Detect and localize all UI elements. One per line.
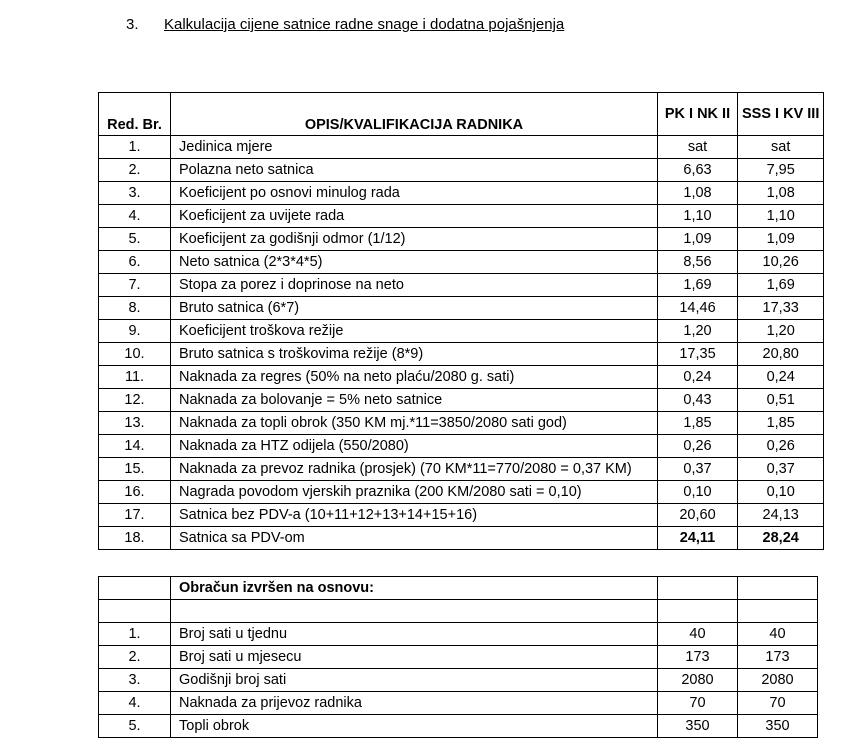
value-col-a: 1,85 bbox=[658, 412, 738, 435]
value-col-a: 14,46 bbox=[658, 297, 738, 320]
value-col-a: 8,56 bbox=[658, 251, 738, 274]
row-description: Broj sati u tjednu bbox=[171, 623, 658, 646]
empty-cell bbox=[171, 600, 658, 623]
row-number: 18. bbox=[99, 527, 171, 550]
row-description: Naknada za prevoz radnika (prosjek) (70 KM*11=770/2080 = 0,37 KM) bbox=[171, 458, 658, 481]
value-col-b: 40 bbox=[738, 623, 818, 646]
value-col-b: 173 bbox=[738, 646, 818, 669]
row-description: Jedinica mjere bbox=[171, 136, 658, 159]
value-col-a: 2080 bbox=[658, 669, 738, 692]
value-col-a: 70 bbox=[658, 692, 738, 715]
value-col-a: 6,63 bbox=[658, 159, 738, 182]
table-row bbox=[99, 458, 824, 481]
value-col-a: 350 bbox=[658, 715, 738, 738]
row-description: Naknada za prijevoz radnika bbox=[171, 692, 658, 715]
table-row bbox=[99, 320, 824, 343]
section-number: 3. bbox=[126, 16, 139, 33]
row-description: Koeficijent za uvijete rada bbox=[171, 205, 658, 228]
table-row bbox=[99, 527, 824, 550]
row-number: 16. bbox=[99, 481, 171, 504]
basis-row bbox=[99, 692, 818, 715]
value-col-a: 1,10 bbox=[658, 205, 738, 228]
header-pk-nk: PK I NK II bbox=[658, 93, 738, 136]
value-col-b: 70 bbox=[738, 692, 818, 715]
value-col-a: 20,60 bbox=[658, 504, 738, 527]
table-row bbox=[99, 435, 824, 458]
table-row bbox=[99, 159, 824, 182]
value-col-a: 24,11 bbox=[658, 527, 738, 550]
value-col-b: 0,51 bbox=[738, 389, 824, 412]
empty-cell bbox=[99, 600, 171, 623]
basis-row bbox=[99, 623, 818, 646]
table-row bbox=[99, 366, 824, 389]
row-number: 13. bbox=[99, 412, 171, 435]
table-row bbox=[99, 412, 824, 435]
row-description: Koeficijent za godišnji odmor (1/12) bbox=[171, 228, 658, 251]
value-col-b: 2080 bbox=[738, 669, 818, 692]
section-heading bbox=[126, 16, 564, 33]
row-number: 11. bbox=[99, 366, 171, 389]
row-description: Broj sati u mjesecu bbox=[171, 646, 658, 669]
row-number: 15. bbox=[99, 458, 171, 481]
row-number: 1. bbox=[99, 136, 171, 159]
value-col-a: 40 bbox=[658, 623, 738, 646]
table-row bbox=[99, 251, 824, 274]
table-row bbox=[99, 481, 824, 504]
value-col-a: 0,37 bbox=[658, 458, 738, 481]
table-row bbox=[99, 136, 824, 159]
row-description: Naknada za regres (50% na neto plaću/2080 g. sati) bbox=[171, 366, 658, 389]
row-description: Naknada za HTZ odijela (550/2080) bbox=[171, 435, 658, 458]
table-row bbox=[99, 205, 824, 228]
value-col-b: 17,33 bbox=[738, 297, 824, 320]
row-number: 9. bbox=[99, 320, 171, 343]
table-row bbox=[99, 274, 824, 297]
row-number: 8. bbox=[99, 297, 171, 320]
row-number: 5. bbox=[99, 228, 171, 251]
value-col-b: 1,20 bbox=[738, 320, 824, 343]
row-description: Koeficijent po osnovi minulog rada bbox=[171, 182, 658, 205]
row-number: 2. bbox=[99, 159, 171, 182]
row-number: 1. bbox=[99, 623, 171, 646]
value-col-b: 20,80 bbox=[738, 343, 824, 366]
value-col-a: 173 bbox=[658, 646, 738, 669]
value-col-b: 1,08 bbox=[738, 182, 824, 205]
table-row bbox=[99, 182, 824, 205]
basis-empty-row bbox=[99, 600, 818, 623]
value-col-a: 1,09 bbox=[658, 228, 738, 251]
row-description: Stopa za porez i doprinose na neto bbox=[171, 274, 658, 297]
value-col-b: 24,13 bbox=[738, 504, 824, 527]
value-col-b: 1,69 bbox=[738, 274, 824, 297]
row-description: Godišnji broj sati bbox=[171, 669, 658, 692]
row-number: 5. bbox=[99, 715, 171, 738]
section-title: Kalkulacija cijene satnice radne snage i dodatna pojašnjenja bbox=[164, 16, 565, 33]
row-number: 6. bbox=[99, 251, 171, 274]
basis-header-row bbox=[99, 577, 818, 600]
value-col-a: sat bbox=[658, 136, 738, 159]
table-row bbox=[99, 504, 824, 527]
value-col-b: 0,24 bbox=[738, 366, 824, 389]
table-row bbox=[99, 343, 824, 366]
basis-header-blank bbox=[99, 577, 171, 600]
row-number: 10. bbox=[99, 343, 171, 366]
value-col-b: 1,85 bbox=[738, 412, 824, 435]
empty-cell bbox=[658, 600, 738, 623]
basis-header-blank bbox=[738, 577, 818, 600]
row-number: 14. bbox=[99, 435, 171, 458]
value-col-b: 350 bbox=[738, 715, 818, 738]
row-description: Bruto satnica s troškovima režije (8*9) bbox=[171, 343, 658, 366]
value-col-b: 7,95 bbox=[738, 159, 824, 182]
row-description: Nagrada povodom vjerskih praznika (200 KM/2080 sati = 0,10) bbox=[171, 481, 658, 504]
row-number: 17. bbox=[99, 504, 171, 527]
row-description: Naknada za bolovanje = 5% neto satnice bbox=[171, 389, 658, 412]
row-number: 3. bbox=[99, 182, 171, 205]
row-description: Naknada za topli obrok (350 KM mj.*11=3850/2080 sati god) bbox=[171, 412, 658, 435]
row-description: Neto satnica (2*3*4*5) bbox=[171, 251, 658, 274]
value-col-a: 0,24 bbox=[658, 366, 738, 389]
basis-header-label: Obračun izvršen na osnovu: bbox=[171, 577, 658, 600]
value-col-a: 17,35 bbox=[658, 343, 738, 366]
row-number: 12. bbox=[99, 389, 171, 412]
basis-table bbox=[98, 576, 818, 738]
header-row-number: Red. Br. bbox=[99, 93, 171, 136]
value-col-b: 0,10 bbox=[738, 481, 824, 504]
value-col-a: 1,08 bbox=[658, 182, 738, 205]
value-col-a: 1,69 bbox=[658, 274, 738, 297]
row-description: Polazna neto satnica bbox=[171, 159, 658, 182]
value-col-b: 1,10 bbox=[738, 205, 824, 228]
value-col-a: 0,43 bbox=[658, 389, 738, 412]
value-col-a: 1,20 bbox=[658, 320, 738, 343]
value-col-a: 0,26 bbox=[658, 435, 738, 458]
value-col-b: 0,37 bbox=[738, 458, 824, 481]
value-col-b: 28,24 bbox=[738, 527, 824, 550]
table-row bbox=[99, 389, 824, 412]
table-row bbox=[99, 228, 824, 251]
calculation-table bbox=[98, 92, 824, 550]
basis-row bbox=[99, 715, 818, 738]
header-description: OPIS/KVALIFIKACIJA RADNIKA bbox=[171, 93, 658, 136]
row-number: 3. bbox=[99, 669, 171, 692]
row-number: 4. bbox=[99, 205, 171, 228]
row-number: 7. bbox=[99, 274, 171, 297]
row-number: 2. bbox=[99, 646, 171, 669]
empty-cell bbox=[738, 600, 818, 623]
basis-row bbox=[99, 646, 818, 669]
basis-header-blank bbox=[658, 577, 738, 600]
row-description: Satnica bez PDV-a (10+11+12+13+14+15+16) bbox=[171, 504, 658, 527]
value-col-b: 0,26 bbox=[738, 435, 824, 458]
value-col-a: 0,10 bbox=[658, 481, 738, 504]
row-description: Topli obrok bbox=[171, 715, 658, 738]
row-description: Koeficijent troškova režije bbox=[171, 320, 658, 343]
value-col-b: 10,26 bbox=[738, 251, 824, 274]
table-row bbox=[99, 297, 824, 320]
row-number: 4. bbox=[99, 692, 171, 715]
value-col-b: sat bbox=[738, 136, 824, 159]
row-description: Bruto satnica (6*7) bbox=[171, 297, 658, 320]
value-col-b: 1,09 bbox=[738, 228, 824, 251]
header-sss-kv: SSS I KV III bbox=[738, 93, 824, 136]
table-header-row bbox=[99, 93, 824, 136]
row-description: Satnica sa PDV-om bbox=[171, 527, 658, 550]
basis-row bbox=[99, 669, 818, 692]
